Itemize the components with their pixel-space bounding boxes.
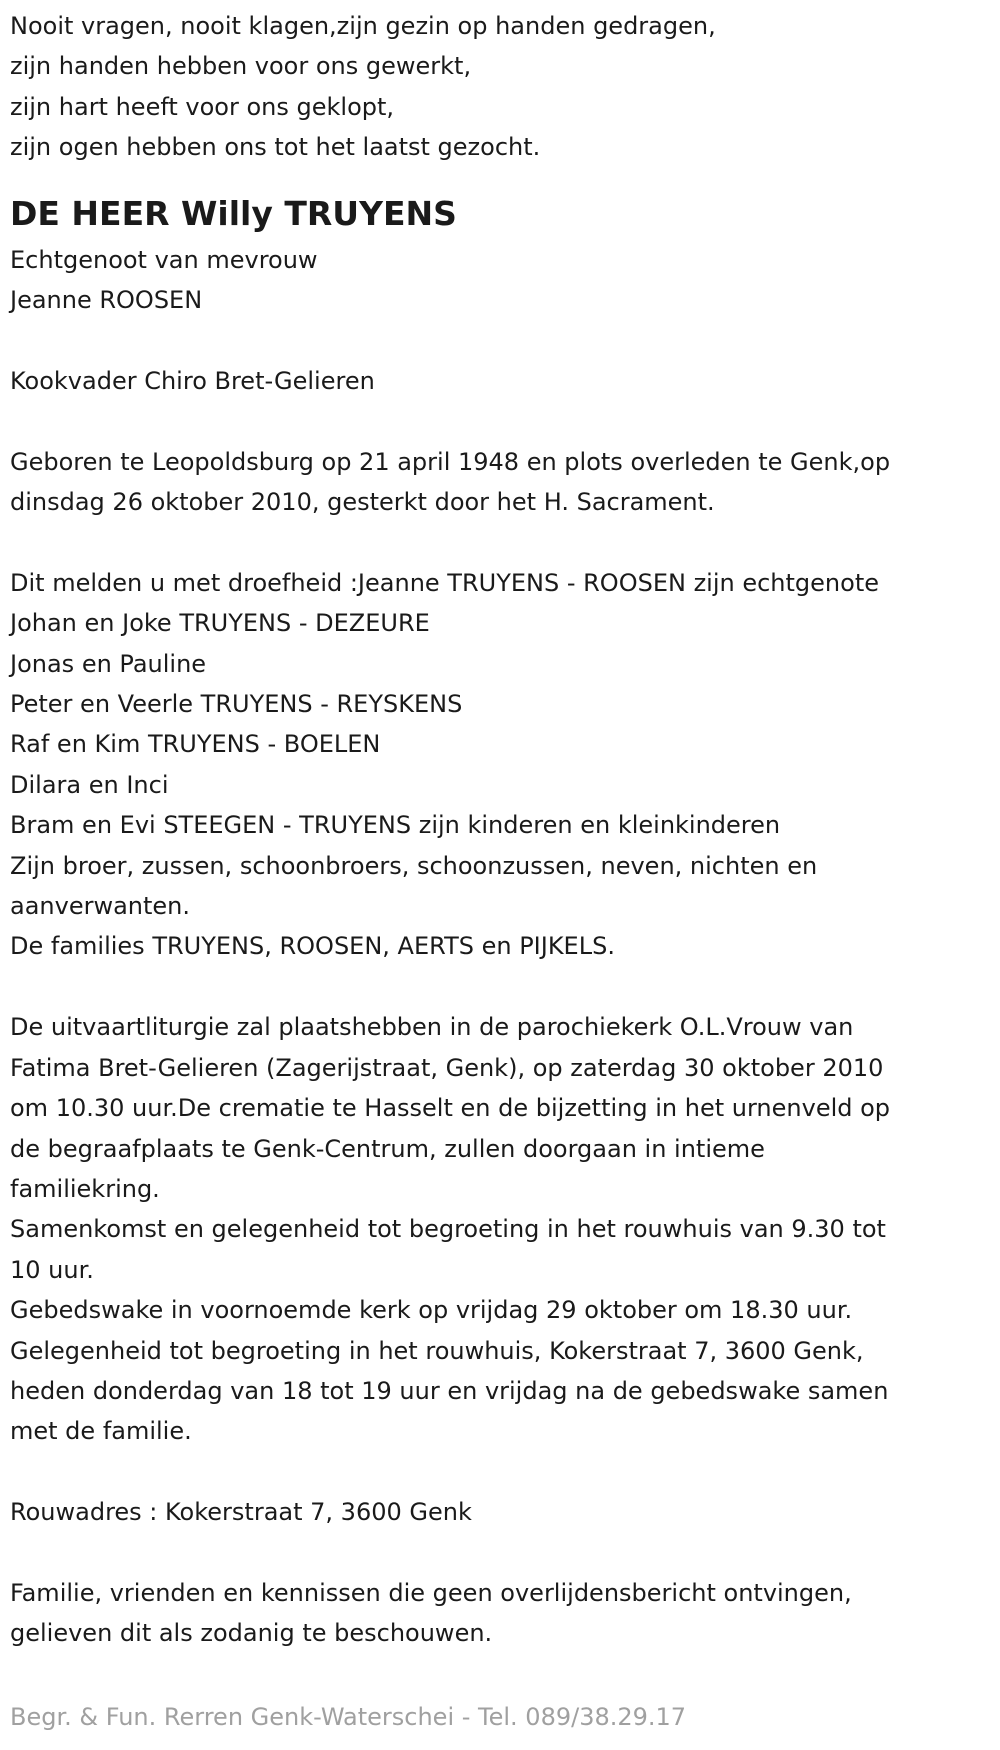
ceremony-line: met de familie. — [10, 1417, 192, 1446]
poem-line: zijn handen hebben voor ons gewerkt, — [10, 52, 472, 81]
announcer-line: Jonas en Pauline — [10, 649, 207, 678]
ceremony-line: 10 uur. — [10, 1255, 94, 1284]
ceremony-block — [10, 1007, 995, 1451]
ceremony-line: om 10.30 uur.De crematie te Hasselt en de bijzetting in het urnenveld op — [10, 1094, 891, 1123]
notice-line: gelieven dit als zodanig te beschouwen. — [10, 1619, 493, 1648]
birth-death-block — [10, 442, 995, 523]
poem — [10, 6, 995, 168]
ceremony-line: Samenkomst en gelegenheid tot begroeting in het rouwhuis van 9.30 tot — [10, 1215, 886, 1244]
ceremony-line: de begraafplaats te Genk-Centrum, zullen doorgaan in intieme — [10, 1134, 765, 1163]
funeral-home-footer: Begr. & Fun. Rerren Genk-Waterschei - Tel. 089/38.29.17 — [10, 1703, 687, 1731]
announcer-line: Dit melden u met droefheid :Jeanne TRUYENS - ROOSEN zijn echtgenote — [10, 568, 879, 597]
birth-death-line: dinsdag 26 oktober 2010, gesterkt door het H. Sacrament. — [10, 488, 715, 517]
announcer-line: De families TRUYENS, ROOSEN, AERTS en PIJKELS. — [10, 932, 615, 961]
spacer — [10, 401, 995, 441]
spacer — [10, 967, 995, 1007]
spouse-block — [10, 240, 995, 321]
spacer — [10, 320, 995, 360]
announcers-block — [10, 563, 995, 967]
spacer — [10, 1533, 995, 1573]
spouse-line: Echtgenoot van mevrouw — [10, 245, 318, 274]
mourning-address: Rouwadres : Kokerstraat 7, 3600 Genk — [10, 1498, 472, 1527]
announcer-line: Peter en Veerle TRUYENS - REYSKENS — [10, 690, 463, 719]
notice-block — [10, 1573, 995, 1654]
deceased-name: DE HEER Willy TRUYENS — [10, 193, 457, 233]
ceremony-line: Gebedswake in voornoemde kerk op vrijdag 29 oktober om 18.30 uur. — [10, 1296, 853, 1325]
announcer-line: Raf en Kim TRUYENS - BOELEN — [10, 730, 381, 759]
notice-line: Familie, vrienden en kennissen die geen overlijdensbericht ontvingen, — [10, 1578, 852, 1607]
ceremony-line: familiekring. — [10, 1174, 160, 1203]
spacer — [10, 1452, 995, 1492]
announcer-line: aanverwanten. — [10, 892, 191, 921]
announcer-line: Bram en Evi STEEGEN - TRUYENS zijn kinderen en kleinkinderen — [10, 811, 781, 840]
spacer — [10, 522, 995, 562]
poem-line: zijn ogen hebben ons tot het laatst gezocht. — [10, 133, 541, 162]
announcer-line: Johan en Joke TRUYENS - DEZEURE — [10, 609, 430, 638]
obituary-content — [10, 6, 995, 1654]
ceremony-line: Fatima Bret-Gelieren (Zagerijstraat, Genk), op zaterdag 30 oktober 2010 — [10, 1053, 884, 1082]
role-line: Kookvader Chiro Bret-Gelieren — [10, 366, 375, 395]
spouse-line: Jeanne ROOSEN — [10, 286, 203, 315]
announcer-line: Zijn broer, zussen, schoonbroers, schoonzussen, neven, nichten en — [10, 851, 818, 880]
ceremony-line: De uitvaartliturgie zal plaatshebben in de parochiekerk O.L.Vrouw van — [10, 1013, 854, 1042]
ceremony-line: Gelegenheid tot begroeting in het rouwhuis, Kokerstraat 7, 3600 Genk, — [10, 1336, 864, 1365]
birth-death-line: Geboren te Leopoldsburg op 21 april 1948 en plots overleden te Genk,op — [10, 447, 891, 476]
poem-line: Nooit vragen, nooit klagen,zijn gezin op handen gedragen, — [10, 12, 716, 40]
poem-line: zijn hart heeft voor ons geklopt, — [10, 92, 395, 121]
announcer-line: Dilara en Inci — [10, 770, 169, 799]
ceremony-line: heden donderdag van 18 tot 19 uur en vrijdag na de gebedswake samen — [10, 1376, 889, 1405]
